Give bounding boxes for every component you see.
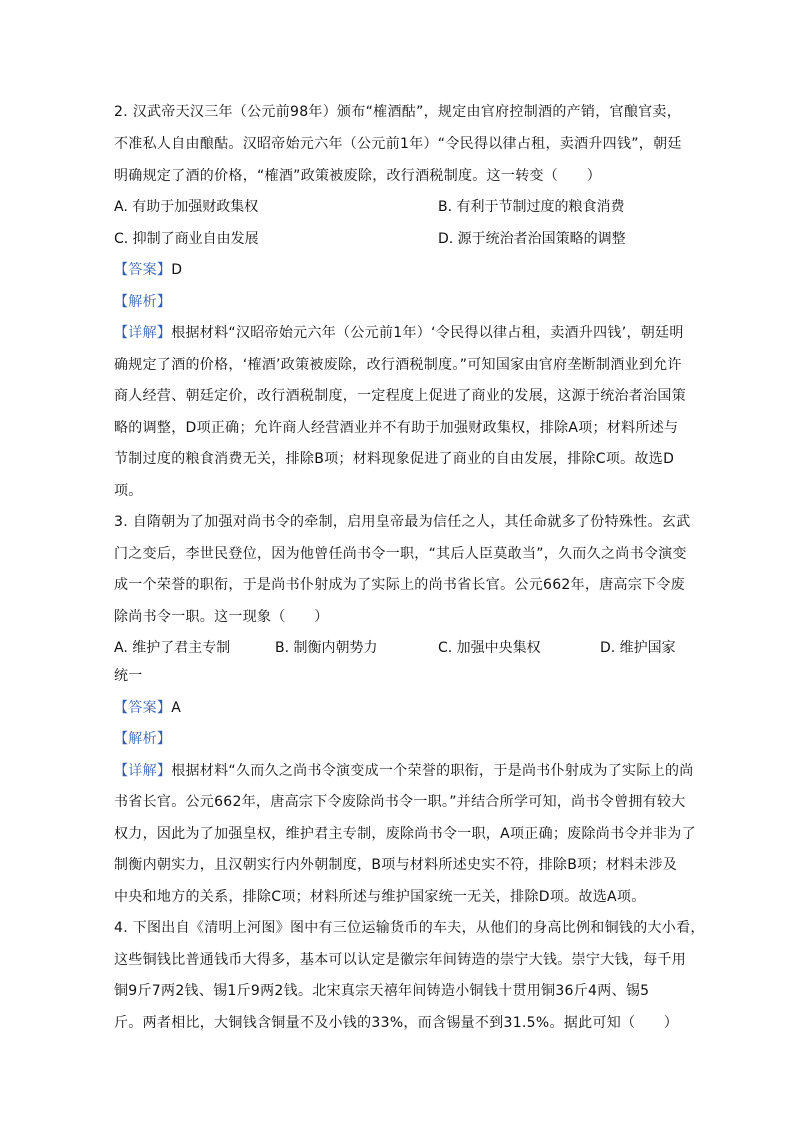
q2-detail-line-2: 确规定了酒的价格，‘榷酒’政策被废除，改行酒税制度。”可知国家由官府垄断制酒业到允许 (114, 357, 682, 373)
q3-stem-line-1: 3. 自隋朝为了加强对尚书令的牵制，启用皇帝最为信任之人，其任命就多了份特殊性。玄武 (114, 514, 691, 530)
q3-detail-line-4: 制衡内朝实力，且汉朝实行内外朝制度，B项与材料所述史实不符，排除B项；材料未涉及 (114, 857, 678, 873)
q2-detail-line-3: 商人经营、朝廷定价，改行酒税制度，一定程度上促进了商业的发展，这源于统治者治国策 (114, 388, 686, 404)
detail-tag: 【详解】 (114, 763, 172, 779)
q4-stem-line-2: 这些铜钱比普通钱币大得多，基本可以认定是徽宗年间铸造的崇宁大钱。崇宁大钱，每千用 (114, 952, 686, 968)
q2-analysis-heading (114, 292, 171, 312)
q3-stem-line-2: 门之变后，李世民登位，因为他曾任尚书令一职，“其后人臣莫敢当”，久而久之尚书令演变 (114, 546, 687, 562)
q2-stem-line-1: 2. 汉武帝天汉三年（公元前98年）颁布“榷酒酤”，规定由官府控制酒的产销，官酿官卖， (114, 104, 682, 120)
q2-answer (114, 260, 182, 280)
q2-stem-line-3: 明确规定了酒的价格，“榷酒”政策被废除，改行酒税制度。这一转变（ ） (114, 168, 602, 184)
q2-option-b[interactable]: B. 有利于节制过度的粮食消费 (438, 199, 625, 215)
q3-stem-line-3: 成一个荣誉的职衔，于是尚书仆射成为了实际上的尚书省长官。公元662年，唐高宗下令废 (114, 577, 686, 593)
detail-text: 根据材料“久而久之尚书令演变成一个荣誉的职衔，于是尚书仆射成为了实际上的尚 (171, 763, 694, 779)
q3-detail-line-2: 书省长官。公元662年，唐高宗下令废除尚书令一职。”并结合所学可知，尚书令曾拥有较大 (114, 794, 686, 810)
q3-option-a[interactable]: A. 维护了君主专制 (114, 640, 231, 656)
detail-tag: 【详解】 (114, 325, 172, 341)
q3-option-d[interactable]: D. 维护国家 (600, 640, 676, 656)
q2-option-d[interactable]: D. 源于统治者治国策略的调整 (438, 231, 626, 247)
q2-stem-line-2: 不准私人自由酿酤。汉昭帝始元六年（公元前1年）“令民得以律占租，卖酒升四钱”，朝廷 (114, 136, 682, 152)
q2-detail-line-4: 略的调整，D项正确；允许商人经营酒业并不有助于加强财政集权，排除A项；材料所述与 (114, 420, 679, 436)
q3-detail-line-3: 权力，因此为了加强皇权，维护君主专制，废除尚书令一职，A项正确；废除尚书令并非为了 (114, 826, 696, 842)
answer-value: A (171, 700, 182, 716)
q3-detail-line-5: 中央和地方的关系，排除C项；材料所述与维护国家统一无关，排除D项。故选A项。 (114, 889, 646, 905)
detail-text: 根据材料“汉昭帝始元六年（公元前1年）‘令民得以律占租，卖酒升四钱’，朝廷明 (171, 325, 684, 341)
q3-option-b[interactable]: B. 制衡内朝势力 (275, 640, 378, 656)
q3-stem-line-4: 除尚书令一职。这一现象（ ） (114, 609, 329, 625)
q3-detail-line-1 (114, 761, 694, 781)
q2-detail-line-5: 节制过度的粮食消费无关，排除B项；材料现象促进了商业的自由发展，排除C项。故选D (114, 451, 675, 467)
answer-value: D (171, 262, 183, 278)
analysis-tag: 【解析】 (114, 294, 172, 310)
q4-stem-line-3: 铜9斤7两2钱、锡1斤9两2钱。北宋真宗天禧年间铸造小铜钱十贯用铜36斤4两、锡5 (114, 983, 650, 999)
q2-detail-line-6: 项。 (114, 483, 143, 499)
q3-answer (114, 698, 181, 718)
q3-option-c[interactable]: C. 加强中央集权 (438, 640, 541, 656)
answer-tag: 【答案】 (114, 700, 172, 716)
analysis-tag: 【解析】 (114, 731, 172, 747)
q3-analysis-heading (114, 729, 171, 749)
q4-stem-line-1: 4. 下图出自《清明上河图》图中有三位运输货币的车夫，从他们的身高比例和铜钱的大小看， (114, 920, 705, 936)
q3-option-d-continued: 统一 (114, 668, 143, 684)
answer-tag: 【答案】 (114, 262, 172, 278)
q4-stem-line-4: 斤。两者相比，大铜钱含铜量不及小钱的33%，而含锡量不到31.5%。据此可知（ ） (114, 1015, 679, 1031)
q2-option-c[interactable]: C. 抑制了商业自由发展 (114, 231, 259, 247)
q2-option-a[interactable]: A. 有助于加强财政集权 (114, 199, 259, 215)
q2-detail-line-1 (114, 323, 684, 343)
